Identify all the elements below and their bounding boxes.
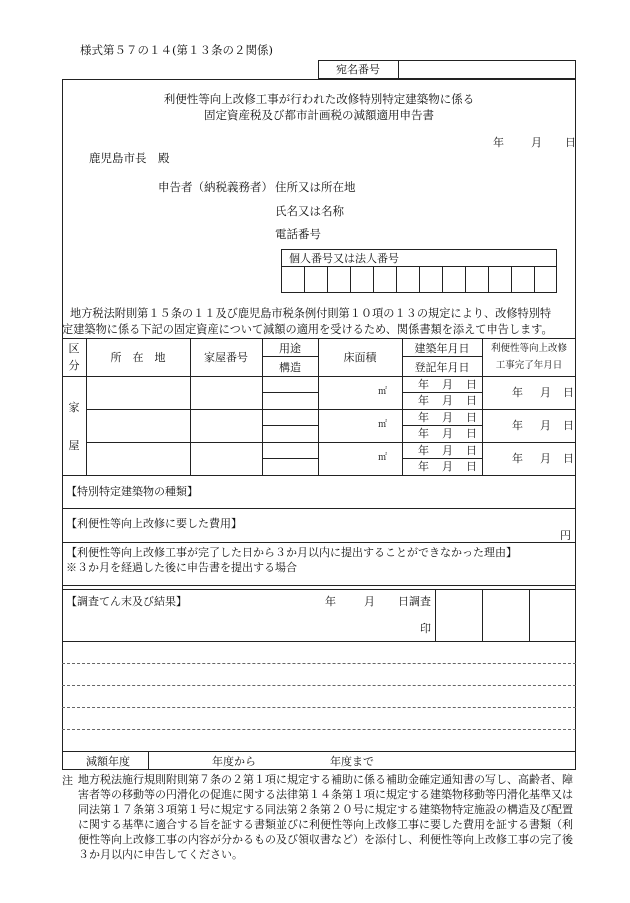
reason-label: 【利便性等向上改修工事が完了した日から３か月以内に提出することができなかった理由】 — [66, 546, 517, 559]
survey-line-4 — [62, 729, 576, 730]
completion-date-part: 日 — [563, 452, 574, 465]
date-year: 年 — [493, 136, 504, 149]
date-part: 年 — [418, 411, 429, 424]
atena-label: 宛名番号 — [336, 63, 380, 76]
floor-area-unit: ㎡ — [378, 387, 388, 397]
floor-area-unit: ㎡ — [378, 453, 388, 463]
date-part: 年 — [418, 378, 429, 391]
date-part: 月 — [442, 460, 453, 473]
date-month: 月 — [531, 136, 542, 149]
completion-date-part: 月 — [540, 386, 551, 399]
reduction-from: 年度から — [212, 755, 256, 768]
survey-label: 【調査てん末及び結果】 — [66, 595, 187, 608]
completion-date-part: 年 — [512, 419, 523, 432]
date-part: 年 — [418, 394, 429, 407]
cost-unit: 円 — [560, 529, 571, 542]
title-line-2: 固定資産税及び都市計画税の減額適用申告書 — [204, 108, 434, 122]
completion-date-part: 日 — [563, 419, 574, 432]
cost-label: 【利便性等向上改修に要した費用】 — [66, 517, 242, 530]
col-house-number: 家屋番号 — [204, 351, 248, 364]
col-completion-2: 工事完了年月日 — [495, 360, 563, 371]
row-label-ie: 家 — [68, 401, 80, 414]
completion-date-part: 年 — [512, 386, 523, 399]
floor-area-unit: ㎡ — [378, 420, 388, 430]
reason-note: ※３か月を経過した後に申告書を提出する場合 — [66, 561, 297, 574]
name-label: 氏名又は名称 — [275, 204, 344, 218]
col-floor-area: 床面積 — [343, 351, 377, 364]
survey-month: 月 — [364, 595, 375, 608]
id-number-label: 個人番号又は法人番号 — [289, 252, 399, 265]
date-part: 日 — [466, 444, 477, 457]
atena-number-field[interactable] — [402, 62, 572, 77]
addressee: 鹿児島市長 殿 — [89, 151, 170, 165]
building-type-label: 【特別特定建築物の種類】 — [66, 485, 198, 498]
reduction-year-label: 減額年度 — [86, 755, 130, 768]
col-use: 用途 — [279, 342, 301, 355]
col-location: 所 在 地 — [110, 351, 166, 364]
date-part: 年 — [418, 427, 429, 440]
completion-date-part: 月 — [540, 452, 551, 465]
date-part: 年 — [418, 460, 429, 473]
reduction-to: 年度まで — [330, 755, 374, 768]
survey-line-1 — [62, 663, 576, 664]
applicant-label: 申告者（納税義務者） — [158, 180, 273, 194]
survey-line-2 — [62, 685, 576, 686]
date-part: 日 — [466, 394, 477, 407]
survey-seal: 印 — [420, 622, 431, 635]
col-structure: 構造 — [279, 361, 301, 374]
col-registered-date: 登記年月日 — [414, 361, 470, 374]
note-text: 地方税法施行規則附則第７条の２第１項に規定する補助に係る補助金確定通知書の写し、高齢者、障害者等の移動等の円滑化の促進に関する法律第１４条第１項に規定する建築物移動等円滑化基準又は同法第１７条第３項第１号に規定する同法第２条第２０号に規定する建築物特定施設の構造及び配置に関する基準に適合する旨を証する書類並びに利便性等向上改修工事に要した費用を証する書類（利便性等向上改修工事の内容が分かるもの及び領収書など）を添付し、利便性等向上改修工事の完了後３か月以内に申告してください。 — [78, 773, 573, 861]
date-part: 月 — [442, 411, 453, 424]
completion-date-part: 月 — [540, 419, 551, 432]
col-completion-1: 利便性等向上改修 — [490, 343, 567, 354]
title-line-1: 利便性等向上改修工事が行われた改修特別特定建築物に係る — [163, 92, 475, 106]
statement-line-1: 地方税法附則第１５条の１１及び鹿児島市税条例付則第１０項の１３の規定により、改修特別特 — [70, 307, 552, 320]
survey-day-check: 日調査 — [398, 595, 431, 608]
date-part: 月 — [442, 427, 453, 440]
row-label-ya: 屋 — [68, 439, 80, 452]
date-part: 月 — [442, 444, 453, 457]
date-part: 月 — [442, 378, 453, 391]
date-part: 月 — [442, 394, 453, 407]
col-kubun-1: 区 — [68, 342, 80, 355]
col-kubun-2: 分 — [68, 359, 80, 372]
date-day: 日 — [565, 136, 576, 149]
date-part: 日 — [466, 378, 477, 391]
completion-date-part: 年 — [512, 452, 523, 465]
statement-line-2: 定建築物に係る下記の固定資産について減額の適用を受けるため、関係書類を添えて申告します。 — [62, 323, 553, 336]
address-label: 住所又は所在地 — [275, 180, 356, 194]
date-part: 年 — [418, 444, 429, 457]
phone-label: 電話番号 — [275, 227, 321, 241]
survey-line-3 — [62, 707, 576, 708]
col-built-date: 建築年月日 — [414, 342, 470, 355]
note-prefix: 注 — [62, 774, 73, 787]
form-number: 様式第５７の１４(第１３条の２関係) — [80, 43, 273, 57]
completion-date-part: 日 — [563, 386, 574, 399]
date-part: 日 — [466, 411, 477, 424]
date-part: 日 — [466, 427, 477, 440]
survey-year: 年 — [325, 595, 336, 608]
date-part: 日 — [466, 460, 477, 473]
